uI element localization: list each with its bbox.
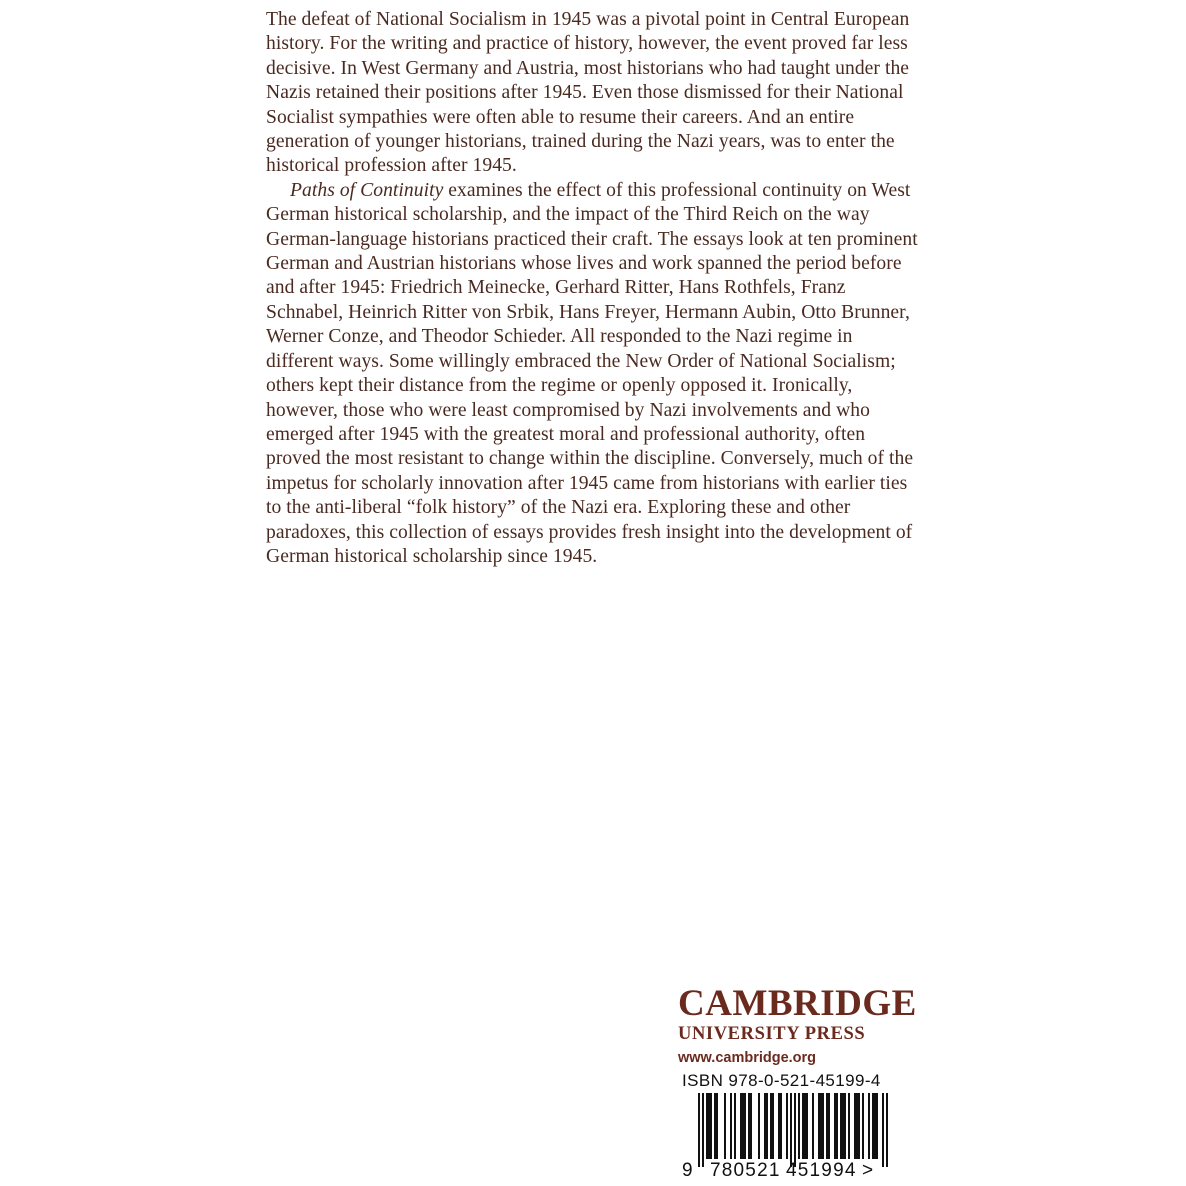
back-cover-blurb (266, 8, 918, 569)
barcode-bar (842, 1093, 844, 1159)
barcode-bar (742, 1093, 744, 1159)
barcode-bar (868, 1093, 870, 1159)
barcode-bar (812, 1093, 814, 1159)
barcode-end-mark: > (862, 1160, 875, 1181)
book-title: Paths of Continuity (290, 179, 444, 201)
barcode-bar (858, 1093, 860, 1159)
barcode-bar (820, 1093, 822, 1159)
barcode-bar (734, 1093, 736, 1159)
barcode-bar (826, 1093, 828, 1159)
barcode-guard-bar (794, 1093, 796, 1167)
publisher-url: www.cambridge.org (678, 1050, 817, 1066)
barcode-bar (750, 1093, 752, 1159)
barcode-bar (714, 1093, 716, 1159)
publisher-block (678, 983, 917, 1069)
barcode-bar (804, 1093, 806, 1159)
blurb-paragraph-2-text: examines the effect of this professional continuity on West German historical scholarship, and the impact of the Third Reich on the way German-language historians practiced their craft. The essays look at ten prominent German and Austrian historians whose lives and work spanned the period before and after 1945: Friedrich Meinecke, Gerhard Ritter, Hans Rothfels, Franz Schnabel, Heinrich Ritter von Srbik, Hans Freyer, Hermann Aubin, Otto Brunner, Werner Conze, and Theodor Schieder. All responded to the Nazi regime in different ways. Some willingly embraced the New Order of National Socialism; others kept their distance from the regime or openly opposed it. Ironically, however, those who were least compromised by Nazi involvements and who emerged after 1945 with the greatest moral and professional authority, often proved the most resistant to change within the discipline. Conversely, much of the impetus for scholarly innovation after 1945 came from historians with earlier ties to the anti-liberal “folk history” of the Nazi era. Exploring these and other paradoxes, this collection of essays provides fresh insight into the development of German historical scholarship since 1945. (266, 179, 918, 567)
barcode-bar (862, 1093, 864, 1159)
barcode-bar (780, 1093, 782, 1159)
publisher-subtitle: UNIVERSITY PRESS (678, 1024, 866, 1044)
blurb-paragraph-1: The defeat of National Socialism in 1945 was a pivotal point in Central European history. For the writing and practice of history, however, the event proved far less decisive. In West Germany and Austria, most historians who had taught under the Nazis retained their positions after 1945. Even those dismissed for their National Socialist sympathies were often able to resume their careers. And an entire generation of younger historians, trained during the Nazi years, was to enter the historical profession after 1945. (266, 9, 910, 177)
barcode-lead-digit: 9 (682, 1160, 694, 1181)
barcode-bar (840, 1093, 842, 1159)
barcode-bar (828, 1093, 830, 1159)
barcode-bar (778, 1093, 780, 1159)
barcode-left-digits: 780521 (710, 1160, 781, 1181)
barcode-bar (748, 1093, 750, 1159)
barcode-guard-bar (886, 1093, 888, 1167)
barcode-guard-bar (698, 1093, 700, 1167)
barcode-guard-bar (882, 1093, 884, 1167)
barcode-bar (836, 1093, 838, 1159)
barcode-bar (802, 1093, 804, 1159)
barcode-bar (854, 1093, 856, 1159)
barcode-bar (730, 1093, 732, 1159)
barcode-bar (834, 1093, 836, 1159)
barcode-bar (710, 1093, 712, 1159)
barcode-bar (818, 1093, 820, 1159)
barcode-bar (806, 1093, 808, 1159)
barcode-bar (848, 1093, 850, 1159)
barcode-bar (786, 1093, 788, 1159)
barcode-bar (874, 1093, 876, 1159)
barcode-bar (872, 1093, 874, 1159)
barcode-bar (706, 1093, 708, 1159)
barcode-bar (772, 1093, 774, 1159)
barcode-bar (822, 1093, 824, 1159)
isbn-label: ISBN 978-0-521-45199-4 (682, 1071, 881, 1090)
barcode-bar (708, 1093, 710, 1159)
barcode-bar (764, 1093, 766, 1159)
barcode-bar (758, 1093, 760, 1159)
publisher-name: CAMBRIDGE (678, 983, 917, 1024)
barcode-bar (724, 1093, 726, 1159)
barcode-bar (844, 1093, 846, 1159)
barcode-right-digits: 451994 (786, 1160, 857, 1181)
barcode-guard-bar (702, 1093, 704, 1167)
barcode-bar (740, 1093, 742, 1159)
barcode-bar (766, 1093, 768, 1159)
barcode-bar (744, 1093, 746, 1159)
barcode-bar (856, 1093, 858, 1159)
barcode-bar (716, 1093, 718, 1159)
barcode-bar (876, 1093, 878, 1159)
barcode-box (676, 1071, 908, 1183)
barcode-bar (770, 1093, 772, 1159)
blurb-paragraph-2 (266, 179, 918, 570)
barcode-guard-bar (790, 1093, 792, 1167)
barcode-bar (798, 1093, 800, 1159)
